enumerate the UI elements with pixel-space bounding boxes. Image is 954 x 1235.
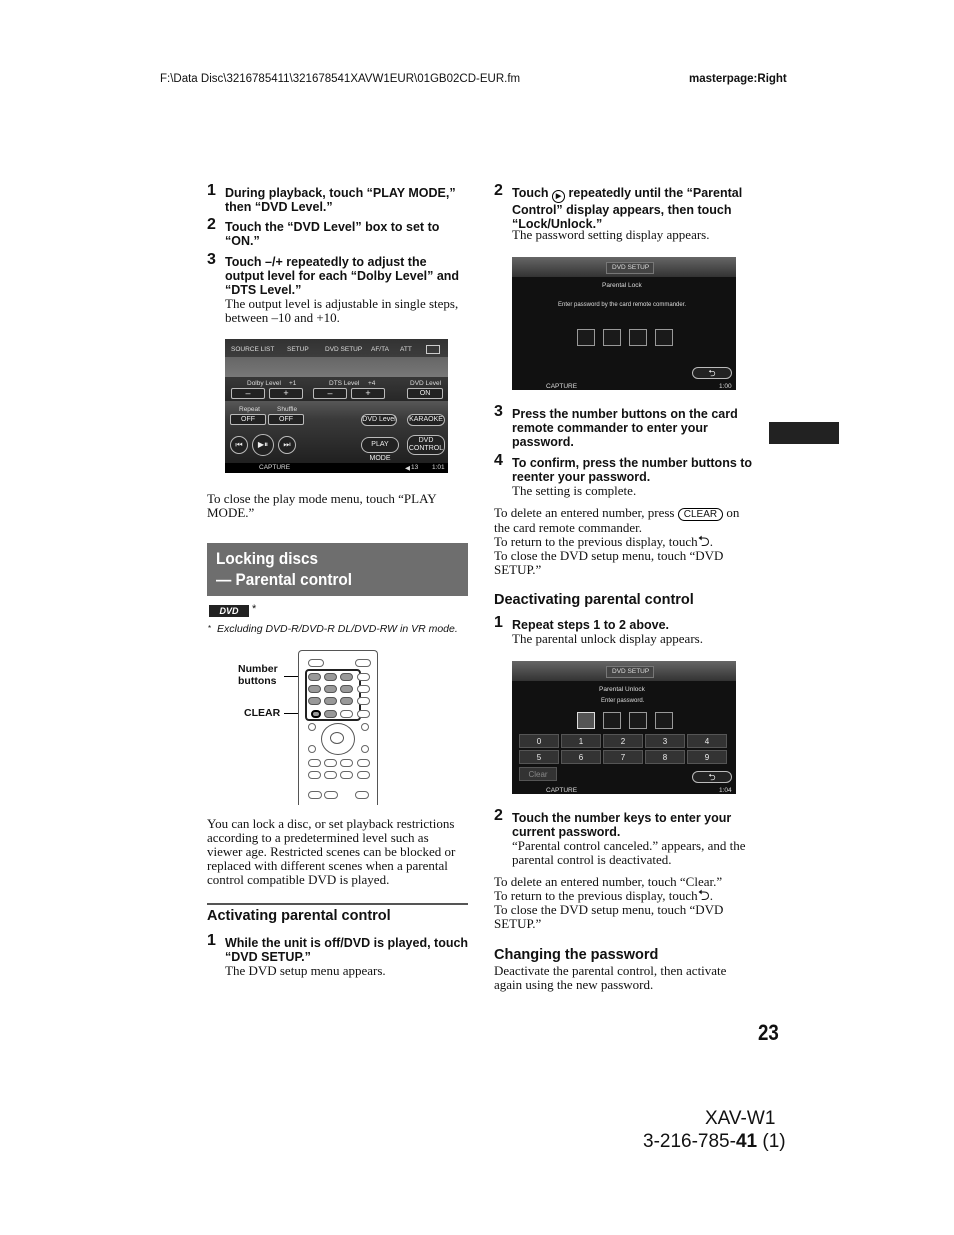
step-text-a: Touch xyxy=(512,186,549,200)
password-digit-box xyxy=(577,329,595,346)
parental-unlock-heading: Parental Unlock xyxy=(599,686,645,693)
remote-illustration xyxy=(298,650,378,805)
dvd-badge: DVD xyxy=(209,605,249,617)
dolby-level-label: Dolby Level xyxy=(247,380,281,387)
return-note: To return to the previous display, touch xyxy=(494,534,698,549)
number-label-line1: Number xyxy=(238,663,278,675)
key-1[interactable]: 1 xyxy=(561,734,601,748)
dts-level-value: +4 xyxy=(368,380,376,387)
intro-paragraph: You can lock a disc, or set playback restrictions according to a predetermined level such as viewer age. Restricted scenes can be blocked or replaced with different scenes when a parental control compatible DVD is played. xyxy=(207,816,456,887)
step-note: The password setting display appears. xyxy=(512,227,710,242)
asterisk: * xyxy=(252,603,257,615)
part-code-suffix: (1) xyxy=(757,1131,786,1152)
step-note: The parental unlock display appears. xyxy=(512,631,703,646)
deactivating-heading: Deactivating parental control xyxy=(494,592,694,608)
changing-heading: Changing the password xyxy=(494,947,659,963)
close-icon[interactable] xyxy=(426,345,440,354)
dvd-setup-title: DVD SETUP xyxy=(612,668,650,675)
close-play-mode-note: To close the play mode menu, touch “PLAY MODE.” xyxy=(207,491,437,520)
delete-note: To delete an entered number, touch “Clear.” xyxy=(494,874,723,889)
chapter-tab xyxy=(769,422,839,444)
capture-button[interactable]: CAPTURE xyxy=(259,464,291,471)
password-digit-box xyxy=(603,712,621,729)
step-text: Touch the number keys to enter your current password. xyxy=(512,811,732,839)
key-2[interactable]: 2 xyxy=(603,734,643,748)
step-number: 4 xyxy=(494,452,503,469)
key-3[interactable]: 3 xyxy=(645,734,685,748)
step-text: Press the number buttons on the card remote commander to enter your password. xyxy=(512,407,738,449)
key-6[interactable]: 6 xyxy=(561,750,601,764)
key-0[interactable]: 0 xyxy=(519,734,559,748)
parental-lock-heading: Parental Lock xyxy=(602,282,642,289)
step-text: Touch the “DVD Level” box to set to “ON.” xyxy=(225,220,440,248)
password-digit-box xyxy=(577,712,595,729)
step-number: 1 xyxy=(494,614,503,631)
time-display: 1:04 xyxy=(719,787,732,794)
part-code-bold: 41 xyxy=(735,1131,758,1152)
dts-minus-button[interactable]: – xyxy=(313,388,347,399)
repeat-label: Repeat xyxy=(239,406,260,413)
step-number: 2 xyxy=(494,807,503,824)
shuffle-label: Shuffle xyxy=(277,406,298,413)
number-buttons-label xyxy=(238,663,278,687)
next-icon[interactable]: ⏭ xyxy=(278,436,296,454)
footnote: Excluding DVD-R/DVD-R DL/DVD-RW in VR mode. xyxy=(217,623,458,635)
tab-att[interactable]: ATT xyxy=(400,346,412,353)
key-4[interactable]: 4 xyxy=(687,734,727,748)
volume-value: 13 xyxy=(411,464,419,471)
password-prompt: Enter password. xyxy=(601,698,645,704)
step-text xyxy=(512,186,757,231)
part-code-prefix: 3-216-785- xyxy=(643,1131,736,1152)
return-icon: ⮌ xyxy=(697,534,710,550)
clear-key-badge: CLEAR xyxy=(678,508,723,521)
step-note: The DVD setup menu appears. xyxy=(225,963,386,978)
time-display: 1:00 xyxy=(719,383,732,390)
footnote-mark: * xyxy=(208,624,212,633)
close-note: To close the DVD setup menu, touch “DVD SETUP.” xyxy=(494,902,724,931)
password-digit-box xyxy=(655,712,673,729)
dts-level-label: DTS Level xyxy=(329,380,360,387)
changing-text: Deactivate the parental control, then activate again using the new password. xyxy=(494,963,727,992)
repeat-button[interactable]: OFF xyxy=(230,414,266,425)
password-digit-box xyxy=(629,712,647,729)
activating-heading: Activating parental control xyxy=(207,908,391,924)
parental-lock-screen xyxy=(512,257,736,390)
dts-plus-button[interactable]: + xyxy=(351,388,385,399)
dolby-minus-button[interactable]: – xyxy=(231,388,265,399)
step-text: While the unit is off/DVD is played, touch “DVD SETUP.” xyxy=(225,936,469,964)
step-number: 1 xyxy=(207,932,216,949)
return-icon[interactable]: ⮌ xyxy=(692,367,732,379)
model-name: XAV-W1 xyxy=(705,1108,776,1129)
step-number: 2 xyxy=(207,216,216,233)
close-note: To close the DVD setup menu, touch “DVD SETUP.” xyxy=(494,548,724,577)
capture-button[interactable]: CAPTURE xyxy=(546,383,578,390)
key-9[interactable]: 9 xyxy=(687,750,727,764)
clear-button[interactable]: Clear xyxy=(519,767,557,781)
volume-icon: ◀ xyxy=(405,465,410,472)
file-path: F:\Data Disc\3216785411\321678541XAVW1EUR\01GB02CD-EUR.fm xyxy=(160,73,521,85)
shuffle-button[interactable]: OFF xyxy=(268,414,304,425)
delete-note-a: To delete an entered number, press xyxy=(494,505,675,520)
step-text: Repeat steps 1 to 2 above. xyxy=(512,618,670,632)
capture-button[interactable]: CAPTURE xyxy=(546,787,578,794)
previous-icon[interactable]: ⏮ xyxy=(230,436,248,454)
part-code xyxy=(643,1131,786,1153)
dvd-level-on-button[interactable]: ON xyxy=(407,388,443,399)
delete-note: To delete an entered number, press CLEAR on the card remote commander. To return to the previous display, touch⮌. To close the DVD setup menu, touch “DVD SETUP.” xyxy=(494,505,740,577)
key-7[interactable]: 7 xyxy=(603,750,643,764)
time-display: 1:01 xyxy=(432,464,445,471)
tab-setup[interactable]: SETUP xyxy=(287,346,309,353)
step-note: The output level is adjustable in single steps, between –10 and +10. xyxy=(225,296,459,325)
key-5[interactable]: 5 xyxy=(519,750,559,764)
step-number: 3 xyxy=(207,251,216,268)
masterpage-label: masterpage:Right xyxy=(689,73,787,85)
return-icon: ⮌ xyxy=(697,888,710,904)
step-text: During playback, touch “PLAY MODE,” then “DVD Level.” xyxy=(225,186,456,214)
dolby-level-value: +1 xyxy=(289,380,297,387)
delete-note-b: on the card remote commander. xyxy=(494,505,740,535)
dvd-level-button[interactable]: DVD Level xyxy=(361,414,397,426)
number-label-line2: buttons xyxy=(238,675,277,687)
key-8[interactable]: 8 xyxy=(645,750,685,764)
return-icon[interactable]: ⮌ xyxy=(692,771,732,783)
play-mode-button[interactable]: PLAY MODE xyxy=(361,437,399,453)
step-text: Touch –/+ repeatedly to adjust the output level for each “Dolby Level” and “DTS Level.” xyxy=(225,255,460,297)
parental-unlock-screen xyxy=(512,661,736,794)
step-text-b: repeatedly until the “Parental Control” display appears, then touch “Lock/Unlock.” xyxy=(512,186,743,231)
play-icon: ▶ xyxy=(552,190,565,203)
play-mode-screen xyxy=(225,339,448,473)
step-number: 1 xyxy=(207,182,216,199)
deactivation-notes: To delete an entered number, touch “Clear.” To return to the previous display, touch⮌. To close the DVD setup menu, touch “DVD SETUP.” xyxy=(494,874,724,931)
tab-af-ta[interactable]: AF/TA xyxy=(371,346,389,353)
password-digit-box xyxy=(655,329,673,346)
section-title-line1: Locking discs xyxy=(216,549,319,568)
page-number: 23 xyxy=(758,1020,779,1045)
step-number: 3 xyxy=(494,403,503,420)
section-rule xyxy=(207,903,468,905)
password-digit-box xyxy=(603,329,621,346)
return-note: To return to the previous display, touch xyxy=(494,888,698,903)
play-pause-icon[interactable]: ▶⏸ xyxy=(252,434,274,456)
password-digit-box xyxy=(629,329,647,346)
step-number: 2 xyxy=(494,182,503,199)
dolby-plus-button[interactable]: + xyxy=(269,388,303,399)
tab-dvd-setup[interactable]: DVD SETUP xyxy=(325,346,363,353)
section-title-bar xyxy=(207,543,468,596)
step-text: To confirm, press the number buttons to reenter your password. xyxy=(512,456,753,484)
dvd-setup-title: DVD SETUP xyxy=(612,264,650,271)
dvd-level-label: DVD Level xyxy=(410,380,442,387)
section-title-line2: — Parental control xyxy=(216,570,353,589)
password-prompt: Enter password by the card remote commander. xyxy=(558,302,687,308)
step-note: “Parental control canceled.” appears, and the parental control is deactivated. xyxy=(512,838,746,867)
dvd-control-button[interactable]: DVD CONTROL xyxy=(407,435,445,455)
clear-label: CLEAR xyxy=(244,707,281,719)
step-note: The setting is complete. xyxy=(512,483,637,498)
karaoke-button[interactable]: KARAOKE xyxy=(407,414,445,426)
tab-source-list[interactable]: SOURCE LIST xyxy=(231,346,275,353)
clear-key xyxy=(311,710,321,718)
